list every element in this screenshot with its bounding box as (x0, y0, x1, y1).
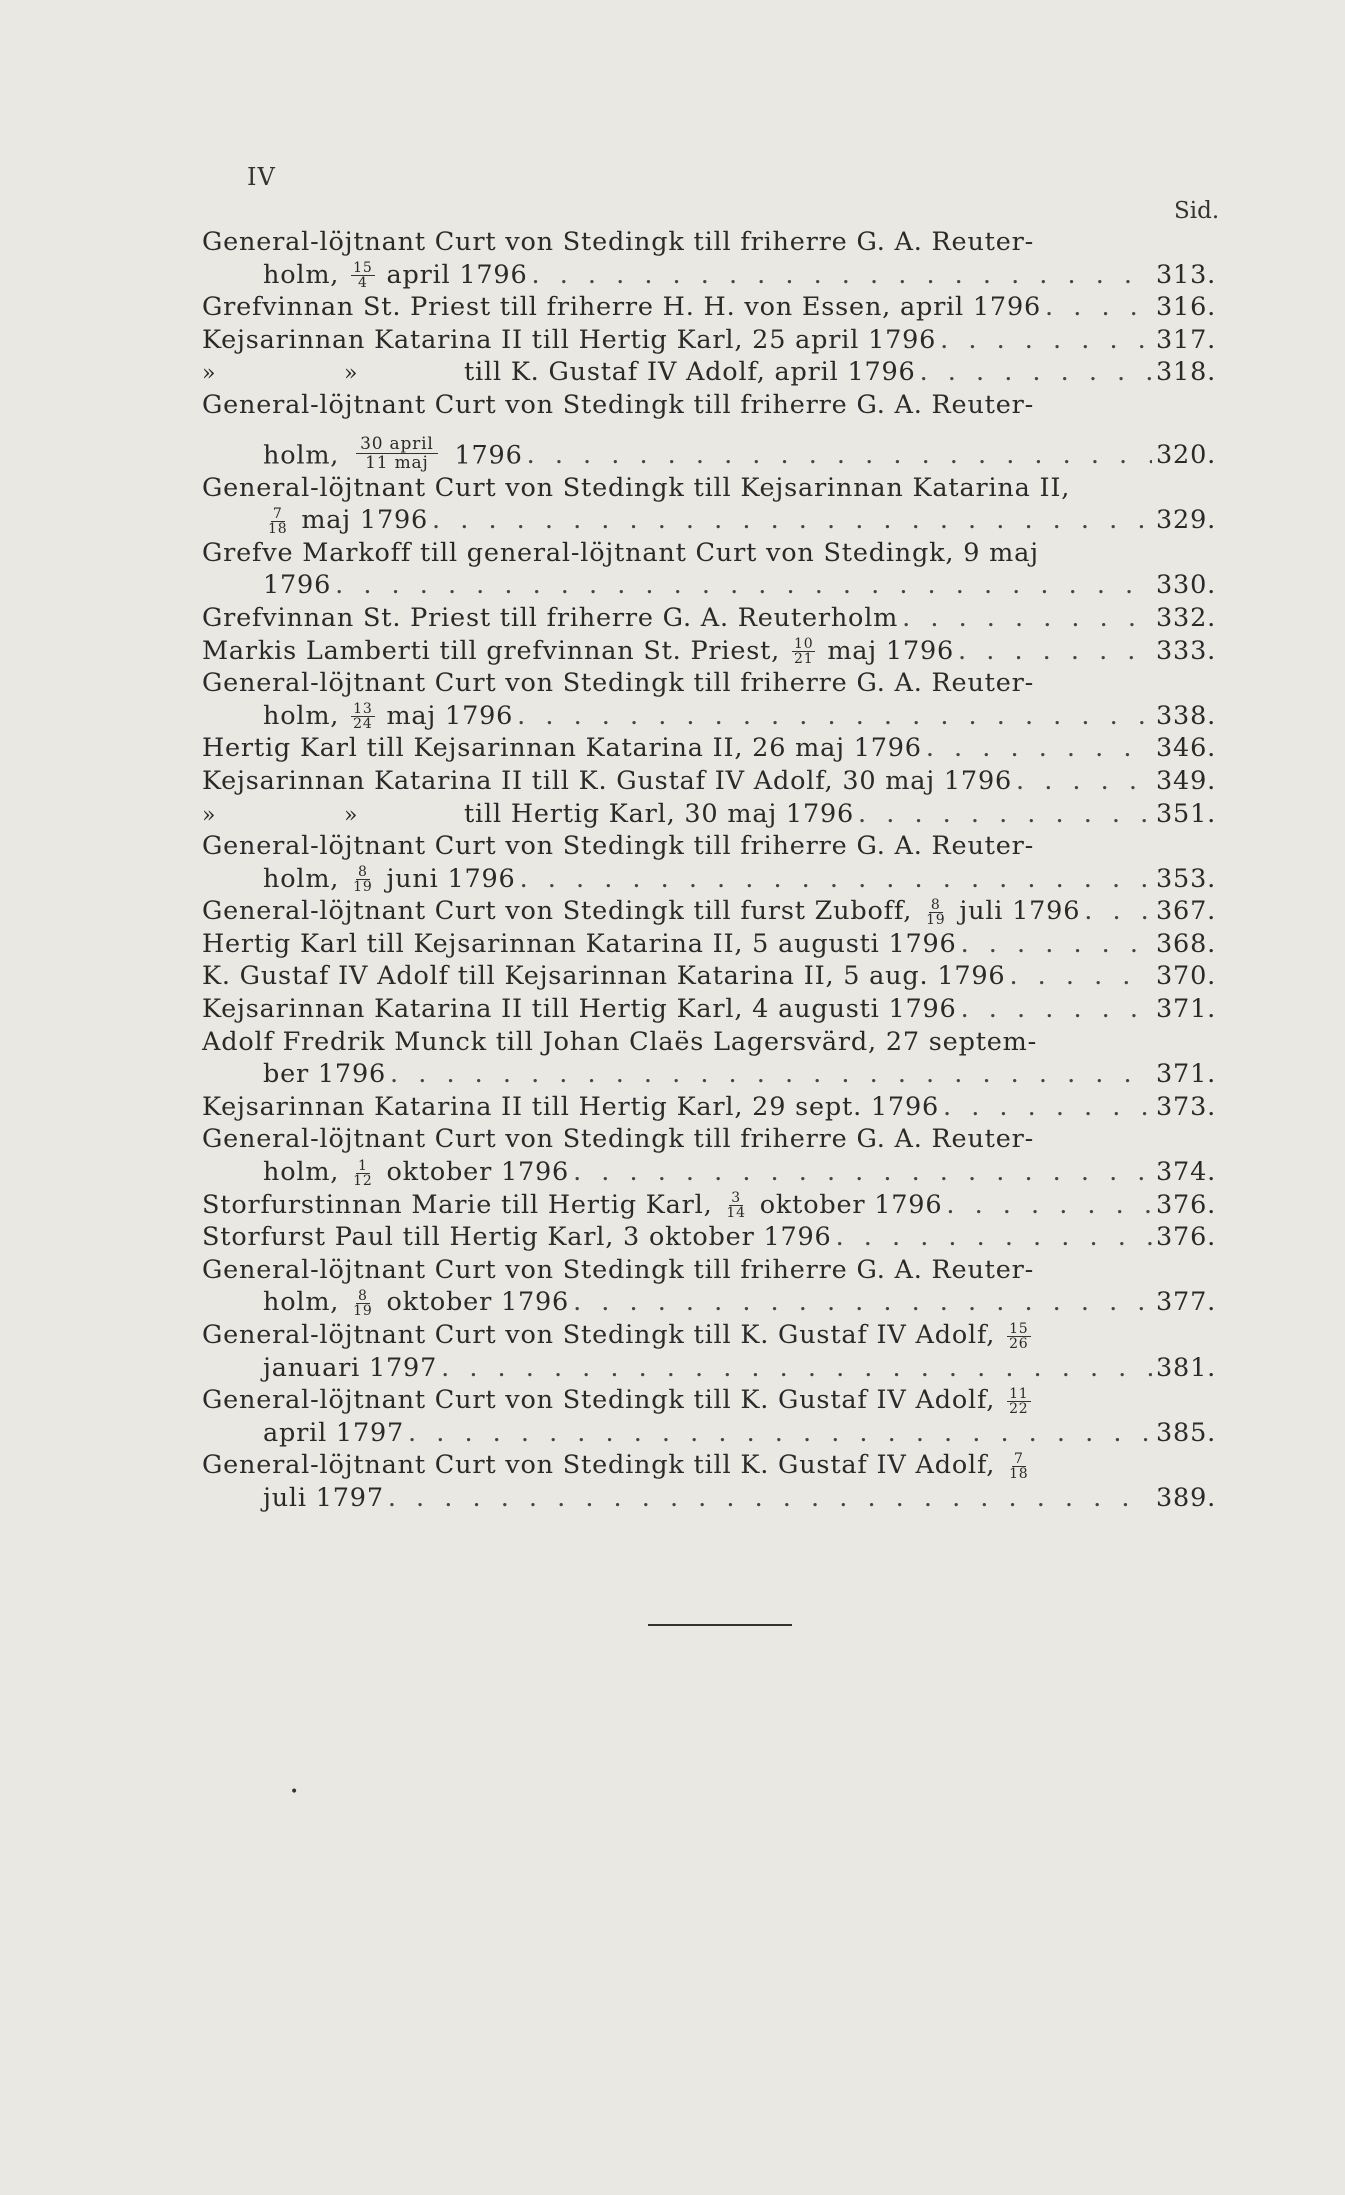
toc-line (202, 259, 1216, 292)
entry-text (263, 700, 513, 733)
page-ref: 317. (1156, 324, 1216, 355)
dot-leader (926, 732, 1152, 765)
fraction-numerator: 7 (272, 505, 283, 522)
entry-text-part: juli 1797 (263, 1482, 384, 1513)
entry-text-part: juli 1796 (950, 896, 1081, 927)
date-fraction (351, 1289, 374, 1318)
toc-line (202, 389, 1216, 422)
dot-leader (902, 602, 1152, 635)
fraction-denominator: 19 (353, 879, 373, 896)
dot-leader (858, 798, 1152, 831)
toc-line (202, 700, 1216, 733)
entry-text-part: General-löjtnant Curt von Stedingk till friherre G. A. Reuter- (202, 1254, 1035, 1285)
toc-line (202, 1286, 1216, 1319)
entry-text-part: Grefvinnan St. Priest till friherre G. A. Reuterholm (202, 602, 899, 633)
dot-leader (1045, 291, 1152, 324)
entry-text-part: General-löjtnant Curt von Stedingk till K. Gustaf IV Adolf, (202, 1320, 1005, 1350)
page-ref: 338. (1156, 700, 1216, 731)
entry-text (202, 1254, 1034, 1287)
entry-text-part: Adolf Fredrik Munck till Johan Claës Lagersvärd, 27 septem- (202, 1026, 1038, 1057)
dot-leader (335, 569, 1152, 602)
entry-text (202, 732, 922, 765)
toc-line (202, 863, 1216, 896)
entry-text (263, 1156, 569, 1189)
fraction-denominator: 24 (353, 716, 373, 733)
fraction-denominator: 4 (357, 275, 368, 292)
dot-leader (961, 928, 1152, 961)
entry-text (202, 1449, 1034, 1482)
dot-leader (520, 863, 1152, 896)
page-ref: 318. (1156, 357, 1216, 388)
page-ref: 333. (1156, 635, 1216, 666)
entry-text (202, 765, 1012, 798)
page-ref: 320. (1156, 439, 1216, 470)
page-number: IV (247, 163, 276, 191)
page-column-header: Sid. (1174, 198, 1220, 224)
fraction-numerator: 8 (930, 896, 941, 913)
table-of-contents (202, 226, 1216, 1515)
toc-line (202, 602, 1216, 635)
entry-text-part: Grefve Markoff till general-löjtnant Curt von Stedingk, 9 maj (202, 537, 1039, 568)
date-fraction (351, 261, 374, 290)
divider-rule (648, 1624, 792, 1626)
entry-text-part: Storfurst Paul till Hertig Karl, 3 oktober 1796 (202, 1222, 832, 1253)
stack-upper: 30 april (356, 435, 437, 454)
entry-text (202, 291, 1041, 324)
entry-text-part: General-löjtnant Curt von Stedingk till friherre G. A. Reuter- (202, 227, 1035, 257)
entry-text-part: General-löjtnant Curt von Stedingk till friherre G. A. Reuter- (202, 389, 1035, 420)
stack-lower: 11 maj (365, 452, 429, 473)
fraction-denominator: 26 (1009, 1335, 1029, 1352)
entry-text-part: Hertig Karl till Kejsarinnan Katarina II, 26 maj 1796 (202, 733, 922, 764)
entry-text (202, 1123, 1034, 1156)
page-ref: 329. (1156, 505, 1216, 536)
fraction-numerator: 10 (794, 636, 814, 653)
entry-text-part: oktober 1796 (377, 1157, 570, 1188)
date-fraction (724, 1191, 747, 1220)
entry-text-part: holm, (263, 863, 349, 894)
entry-text (202, 798, 854, 833)
page-ref: 368. (1156, 928, 1216, 959)
page-ref: 351. (1156, 798, 1216, 829)
entry-text (263, 1058, 386, 1091)
fraction-denominator: 14 (726, 1205, 746, 1222)
toc-line (202, 732, 1216, 765)
stray-mark: • (290, 1784, 299, 1800)
ditto-mark: » (202, 802, 217, 828)
fraction-denominator: 19 (926, 911, 946, 928)
entry-text-part: januari 1797 (263, 1352, 438, 1383)
date-fraction (1007, 1322, 1030, 1351)
dot-leader (1084, 895, 1152, 928)
entry-text (202, 324, 936, 357)
toc-line (202, 1449, 1216, 1482)
toc-line (202, 324, 1216, 357)
toc-line (202, 422, 1216, 472)
fraction-denominator: 18 (268, 520, 288, 537)
toc-line (202, 993, 1216, 1026)
entry-text (202, 1319, 1034, 1352)
entry-text (202, 1221, 832, 1254)
entry-text (202, 895, 1080, 928)
entry-text-part: General-löjtnant Curt von Stedingk till friherre G. A. Reuter- (202, 1124, 1035, 1155)
entry-text-part: Kejsarinnan Katarina II till Hertig Karl, 29 sept. 1796 (202, 1091, 939, 1122)
toc-line (202, 1156, 1216, 1189)
fraction-denominator: 18 (1009, 1465, 1029, 1482)
entry-text (202, 226, 1034, 259)
page-ref: 371. (1156, 1059, 1216, 1090)
entry-text-part: maj 1796 (292, 505, 429, 536)
toc-line (202, 895, 1216, 928)
entry-text (202, 472, 1070, 505)
entry-text-part: holm, (263, 259, 349, 290)
dot-leader (943, 1091, 1152, 1124)
entry-text-part: Storfurstinnan Marie till Hertig Karl, (202, 1189, 722, 1220)
page-ref: 316. (1156, 292, 1216, 323)
entry-text (263, 1482, 384, 1515)
dot-leader (946, 1189, 1152, 1222)
toc-line (202, 960, 1216, 993)
date-stack (356, 435, 437, 472)
dot-leader (573, 1156, 1152, 1189)
toc-line (202, 356, 1216, 389)
fraction-numerator: 3 (731, 1190, 741, 1207)
toc-line (202, 504, 1216, 537)
fraction-denominator: 19 (353, 1302, 373, 1319)
dot-leader (940, 324, 1152, 357)
entry-text (202, 1189, 942, 1222)
entry-text (202, 356, 916, 391)
entry-text-part: till Hertig Karl, 30 maj 1796 (464, 798, 855, 829)
ditto-mark: » (202, 361, 217, 387)
toc-line (202, 1123, 1216, 1156)
entry-text (263, 1417, 404, 1450)
page-ref: 330. (1156, 570, 1216, 601)
entry-text-part: april 1796 (377, 259, 528, 290)
fraction-denominator: 22 (1009, 1400, 1029, 1417)
entry-text (202, 667, 1034, 700)
entry-text (202, 602, 898, 635)
page-ref: 374. (1156, 1157, 1216, 1188)
entry-text-part: oktober 1796 (750, 1189, 943, 1220)
entry-text (202, 993, 957, 1026)
dot-leader (432, 504, 1152, 537)
dot-leader (390, 1058, 1152, 1091)
toc-line (202, 1091, 1216, 1124)
entry-text (202, 537, 1039, 570)
ditto-mark: » (344, 802, 359, 828)
toc-line (202, 830, 1216, 863)
toc-line (202, 472, 1216, 505)
page-ref: 377. (1156, 1287, 1216, 1318)
entry-text (263, 1286, 569, 1319)
entry-text (263, 259, 527, 292)
page-ref: 367. (1156, 896, 1216, 927)
fraction-denominator: 12 (353, 1172, 373, 1189)
entry-text-part: holm, (263, 439, 349, 470)
entry-text (202, 928, 957, 961)
entry-text (263, 1352, 437, 1385)
dot-leader (388, 1482, 1152, 1515)
toc-line (202, 635, 1216, 668)
entry-text-part: holm, (263, 700, 349, 731)
entry-text-part: maj 1796 (818, 635, 955, 666)
entry-text-part: april 1797 (263, 1417, 405, 1448)
entry-text (202, 1384, 1034, 1417)
entry-text (202, 635, 954, 668)
dot-leader (836, 1221, 1152, 1254)
fraction-numerator: 8 (357, 864, 368, 881)
page-ref: 376. (1156, 1189, 1216, 1220)
date-fraction (351, 702, 374, 731)
entry-text-part: till K. Gustaf IV Adolf, april 1796 (464, 357, 916, 388)
entry-text-part: Hertig Karl till Kejsarinnan Katarina II, 5 augusti 1796 (202, 928, 957, 959)
page-ref: 332. (1156, 602, 1216, 633)
dot-leader (1009, 960, 1152, 993)
page-ref: 381. (1156, 1352, 1216, 1383)
date-fraction (924, 898, 947, 927)
fraction-numerator: 15 (353, 260, 373, 277)
entry-text-part: Kejsarinnan Katarina II till Hertig Karl, 4 augusti 1796 (202, 994, 957, 1025)
fraction-numerator: 15 (1009, 1320, 1029, 1337)
dot-leader (441, 1352, 1152, 1385)
entry-text (202, 389, 1034, 422)
toc-line (202, 1221, 1216, 1254)
entry-text-part: Grefvinnan St. Priest till friherre H. H. von Essen, april 1796 (202, 292, 1042, 323)
entry-text-part: 1796 (263, 570, 332, 601)
dot-leader (961, 993, 1152, 1026)
entry-text-part: General-löjtnant Curt von Stedingk till furst Zuboff, (202, 896, 922, 927)
entry-text-part: Kejsarinnan Katarina II till Hertig Karl, 25 april 1796 (202, 324, 937, 355)
entry-text-part: Kejsarinnan Katarina II till K. Gustaf IV Adolf, 30 maj 1796 (202, 765, 1012, 796)
entry-text-part: General-löjtnant Curt von Stedingk till K. Gustaf IV Adolf, (202, 1450, 1005, 1481)
entry-text (263, 569, 331, 602)
entry-text-part: General-löjtnant Curt von Stedingk till friherre G. A. Reuter- (202, 668, 1035, 699)
entry-text-part: oktober 1796 (377, 1287, 570, 1318)
toc-line (202, 1026, 1216, 1059)
page-ref: 385. (1156, 1417, 1216, 1448)
toc-line (202, 1384, 1216, 1417)
page-ref: 346. (1156, 733, 1216, 764)
date-fraction (792, 637, 815, 666)
entry-text-part: juni 1796 (377, 863, 516, 894)
dot-leader (408, 1417, 1152, 1450)
page-ref: 373. (1156, 1091, 1216, 1122)
dot-leader (527, 439, 1152, 472)
toc-line (202, 1352, 1216, 1385)
entry-text-part: General-löjtnant Curt von Stedingk till K. Gustaf IV Adolf, (202, 1385, 1005, 1416)
entry-text (263, 435, 523, 472)
dot-leader (573, 1286, 1152, 1319)
date-fraction (1007, 1452, 1030, 1481)
toc-line (202, 667, 1216, 700)
dot-leader (920, 356, 1152, 389)
entry-text (263, 863, 516, 896)
fraction-numerator: 7 (1013, 1450, 1024, 1467)
toc-line (202, 1482, 1216, 1515)
date-fraction (351, 865, 374, 894)
fraction-numerator: 13 (353, 701, 373, 718)
date-fraction (351, 1159, 374, 1188)
dot-leader (958, 635, 1152, 668)
entry-text (202, 830, 1034, 863)
fraction-numerator: 8 (357, 1287, 368, 1304)
toc-line (202, 1189, 1216, 1222)
page-ref: 353. (1156, 863, 1216, 894)
toc-line (202, 291, 1216, 324)
dot-leader (531, 259, 1152, 292)
dot-leader (1016, 765, 1152, 798)
entry-text-part: ber 1796 (263, 1059, 387, 1090)
toc-line (202, 798, 1216, 831)
entry-text-part: holm, (263, 1287, 349, 1318)
entry-text-part: K. Gustaf IV Adolf till Kejsarinnan Katarina II, 5 aug. 1796 (202, 961, 1006, 992)
toc-line (202, 226, 1216, 259)
entry-text-part: 1796 (445, 439, 523, 470)
entry-text (263, 504, 428, 537)
fraction-numerator: 11 (1009, 1385, 1029, 1402)
page-ref: 370. (1156, 961, 1216, 992)
entry-text-part: Markis Lamberti till grefvinnan St. Priest, (202, 635, 789, 666)
toc-line (202, 1319, 1216, 1352)
toc-line (202, 537, 1216, 570)
entry-text (202, 960, 1005, 993)
date-fraction (1007, 1387, 1030, 1416)
page-ref: 389. (1156, 1482, 1216, 1513)
toc-line (202, 765, 1216, 798)
entry-text-part: General-löjtnant Curt von Stedingk till friherre G. A. Reuter- (202, 831, 1035, 862)
page-ref: 376. (1156, 1222, 1216, 1253)
fraction-numerator: 1 (357, 1157, 368, 1174)
fraction-denominator: 21 (794, 651, 814, 668)
page-ref: 349. (1156, 765, 1216, 796)
page-ref: 313. (1156, 259, 1216, 290)
entry-text (202, 1026, 1037, 1059)
date-fraction (266, 507, 289, 536)
entry-text-part: General-löjtnant Curt von Stedingk till Kejsarinnan Katarina II, (202, 472, 1071, 503)
toc-line (202, 1417, 1216, 1450)
toc-line (202, 569, 1216, 602)
toc-line (202, 1058, 1216, 1091)
entry-text (202, 1091, 939, 1124)
entry-text-part: maj 1796 (377, 700, 514, 731)
toc-line (202, 928, 1216, 961)
toc-line (202, 1254, 1216, 1287)
entry-text-part: holm, (263, 1157, 349, 1188)
page-ref: 371. (1156, 994, 1216, 1025)
dot-leader (517, 700, 1152, 733)
ditto-mark: » (344, 361, 359, 387)
